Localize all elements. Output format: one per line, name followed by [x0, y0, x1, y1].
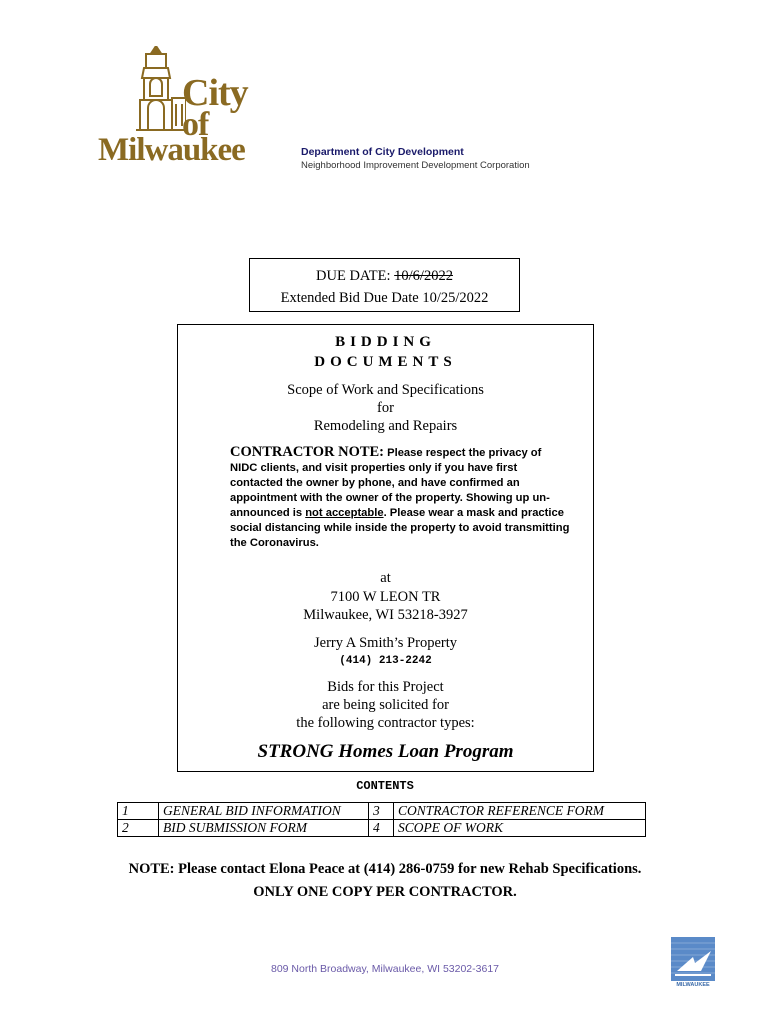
bidding-title-line2: DOCUMENTS	[314, 354, 457, 370]
bidding-title-line1: BIDDING	[335, 334, 436, 350]
program-name: STRONG Homes Loan Program	[257, 740, 514, 762]
due-date-box	[249, 258, 520, 312]
bidding-title	[178, 332, 593, 372]
logo-of-text: of	[182, 106, 209, 143]
contractor-note	[230, 445, 571, 551]
contractor-note-text-1: Please respect the privacy of NIDC clients, and visit properties only if you have first contacted the owner by phone, and have confirmed an appointment with the owner of the property. Showing up un-announced is	[230, 447, 550, 519]
contents-number: 4	[369, 820, 394, 837]
final-note-line1: NOTE: Please contact Elona Peace at (414) 286-0759 for new Rehab Specifications.	[128, 861, 642, 877]
contents-item: GENERAL BID INFORMATION	[159, 803, 369, 820]
property-address	[178, 569, 593, 625]
contents-item: CONTRACTOR REFERENCE FORM	[394, 803, 646, 820]
final-note	[0, 858, 770, 904]
contractor-note-underlined: not acceptable	[305, 507, 384, 519]
contents-number: 1	[118, 803, 159, 820]
scope-line2: for	[377, 400, 394, 416]
city-hall-tower-icon	[96, 46, 186, 138]
due-date-old: 10/6/2022	[394, 268, 453, 284]
logo-milwaukee-text: Milwaukee	[98, 132, 245, 168]
extended-due-date: Extended Bid Due Date 10/25/2022	[280, 290, 489, 306]
contents-label: CONTENTS	[356, 779, 414, 793]
due-date-label: DUE DATE:	[316, 268, 391, 284]
bids-line1: Bids for this Project	[327, 678, 444, 695]
contents-item: SCOPE OF WORK	[394, 820, 646, 837]
milwaukee-badge	[671, 937, 715, 989]
footer-address: 809 North Broadway, Milwaukee, WI 53202-3617	[270, 963, 499, 975]
contractor-note-text-2: . Please wear a mask and practice social distancing while inside the property to avoid transmitting the Coronavirus.	[230, 507, 570, 549]
contents-table	[117, 802, 646, 837]
due-date-line	[250, 265, 519, 287]
bids-line2: are being solicited for	[322, 696, 449, 713]
contents-number: 2	[118, 820, 159, 837]
department-subtitle: Neighborhood Improvement Development Corporation	[301, 160, 530, 171]
milwaukee-sail-icon	[671, 937, 715, 981]
address-street: 7100 W LEON TR	[330, 588, 441, 605]
department-name: Department of City Development	[301, 146, 464, 158]
bids-solicited	[178, 678, 593, 732]
table-row	[118, 820, 646, 837]
contents-number: 3	[369, 803, 394, 820]
contents-item: BID SUBMISSION FORM	[159, 820, 369, 837]
scope-heading	[178, 381, 593, 435]
bidding-documents-box	[177, 324, 594, 772]
final-note-line2: ONLY ONE COPY PER CONTRACTOR.	[253, 884, 517, 900]
department-header	[301, 146, 530, 171]
contractor-note-lead: CONTRACTOR NOTE:	[230, 444, 385, 460]
table-row	[118, 803, 646, 820]
owner-phone: (414) 213-2242	[339, 654, 432, 667]
city-of-milwaukee-logo	[96, 46, 246, 178]
scope-line3: Remodeling and Repairs	[313, 418, 458, 434]
logo-city-text: City	[182, 72, 248, 114]
address-at: at	[380, 570, 391, 586]
property-owner: Jerry A Smith’s Property	[314, 634, 457, 651]
scope-line1: Scope of Work and Specifications	[287, 382, 484, 398]
address-city: Milwaukee, WI 53218-3927	[303, 607, 468, 623]
bids-line3: the following contractor types:	[296, 714, 475, 731]
milwaukee-badge-label: MILWAUKEE	[676, 982, 710, 988]
